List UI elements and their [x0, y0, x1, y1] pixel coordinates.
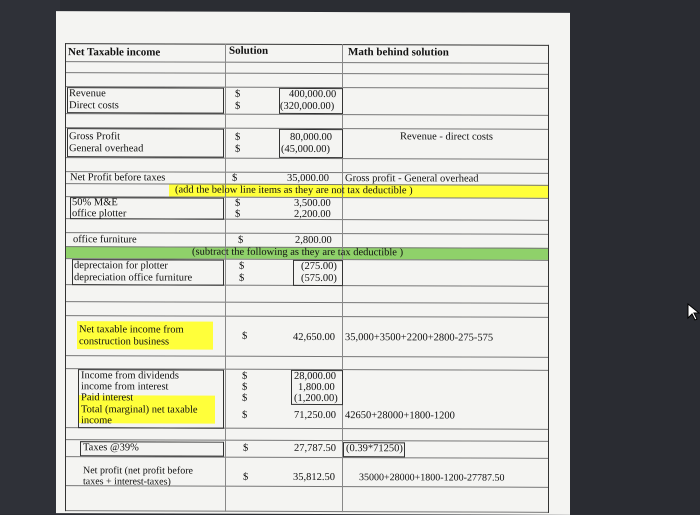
- depr-plotter-label: deprectaion for plotter: [74, 260, 168, 272]
- paid-interest-value: (1,200.00): [294, 392, 338, 405]
- col-rule: [225, 44, 226, 512]
- add-note: (add the below line items as they are not tax deductible ): [175, 184, 413, 197]
- gross-profit-math: Revenue - direct costs: [400, 131, 494, 143]
- office-plotter-value: 2,200.00: [294, 208, 331, 221]
- rule: [65, 61, 549, 64]
- dollar-sign: $: [232, 172, 238, 184]
- general-overhead-value: (45,000.00): [281, 143, 330, 156]
- depr-furniture-value: (575.00): [301, 272, 337, 285]
- construction-value: 42,650.00: [293, 331, 335, 344]
- net-profit-before-taxes-value: 35,000.00: [287, 172, 329, 185]
- dollar-sign: $: [235, 208, 241, 220]
- dividends-label: Income from dividends: [81, 370, 179, 382]
- dollar-sign: $: [242, 370, 248, 382]
- office-plotter-label: office plotter: [72, 208, 127, 220]
- taxes-value: 27,787.50: [294, 442, 336, 455]
- office-furniture-value: 2,800.00: [295, 234, 332, 247]
- construction-label-line2: construction business: [79, 336, 170, 348]
- net-profit-before-taxes-label: Net Profit before taxes: [70, 172, 166, 184]
- subtract-note: (subtract the following as they are tax deductible ): [192, 246, 404, 259]
- dollar-sign: $: [235, 100, 241, 112]
- dollar-sign: $: [243, 442, 249, 454]
- dollar-sign: $: [235, 88, 241, 100]
- dividends-value: 28,000.00: [294, 370, 336, 383]
- paper-sheet: [56, 11, 570, 515]
- gross-profit-value: 80,000.00: [290, 131, 332, 144]
- direct-costs-value: (320,000.00): [280, 100, 335, 113]
- construction-label-line1: Net taxable income from: [79, 324, 184, 336]
- tax-table: [65, 43, 549, 513]
- header-net-taxable-income: Net Taxable income: [68, 46, 161, 59]
- header-math: Math behind solution: [348, 46, 449, 59]
- dollar-sign: $: [242, 330, 248, 342]
- revenue-value: 400,000.00: [289, 88, 337, 101]
- dollar-sign: $: [242, 392, 248, 404]
- me50-value: 3,500.00: [294, 197, 331, 210]
- taxes-math: (0.39*71250): [346, 443, 403, 455]
- net-profit-before-taxes-math: Gross profit - General overhead: [345, 173, 479, 185]
- dollar-sign: $: [238, 234, 244, 246]
- rule: [65, 355, 549, 358]
- net-profit-label-line2: taxes + interest-taxes): [83, 476, 171, 488]
- dollar-sign: $: [235, 131, 241, 143]
- direct-costs-label: Direct costs: [69, 100, 119, 112]
- total-marginal-label-line1: Total (marginal) net taxable: [81, 404, 198, 416]
- rule: [65, 456, 549, 459]
- net-profit-value: 35,812.50: [293, 471, 335, 484]
- dollar-sign: $: [235, 197, 241, 209]
- dollar-sign: $: [243, 471, 249, 483]
- col-rule: [65, 43, 66, 511]
- me50-label: 50% M&E: [72, 197, 118, 209]
- dollar-sign: $: [239, 260, 245, 272]
- net-profit-math: 35000+28000+1800-1200-27787.50: [359, 472, 505, 484]
- total-marginal-math: 42650+28000+1800-1200: [345, 410, 455, 422]
- rule: [65, 510, 549, 513]
- rule: [65, 72, 549, 75]
- rule: [65, 315, 549, 318]
- dollar-sign: $: [239, 272, 245, 284]
- general-overhead-label: General overhead: [69, 143, 144, 155]
- paid-interest-label: Paid interest: [81, 392, 134, 404]
- dollar-sign: $: [242, 409, 248, 421]
- gross-profit-label: Gross Profit: [69, 131, 121, 143]
- rule: [65, 301, 549, 304]
- interest-label: income from interest: [81, 381, 169, 393]
- construction-math: 35,000+3500+2200+2800-275-575: [345, 332, 494, 344]
- depr-furniture-label: depreciation office furniture: [74, 272, 193, 284]
- col-rule: [548, 45, 549, 513]
- revenue-label: Revenue: [69, 88, 106, 100]
- net-profit-label-line1: Net profit (net profit before: [83, 465, 193, 477]
- desk-background-left: [0, 0, 60, 514]
- total-marginal-label-line2: income: [81, 415, 112, 427]
- taxes-label: Taxes @39%: [83, 442, 139, 454]
- interest-value: 1,800.00: [298, 381, 335, 394]
- office-furniture-label: office furniture: [73, 234, 137, 246]
- dollar-sign: $: [235, 143, 241, 155]
- header-solution: Solution: [229, 44, 269, 57]
- mouse-pointer-icon: [687, 303, 700, 321]
- dollar-sign: $: [242, 381, 248, 393]
- depr-plotter-value: (275.00): [301, 260, 337, 273]
- desk-background-right: [570, 0, 700, 514]
- total-marginal-value: 71,250.00: [294, 409, 336, 422]
